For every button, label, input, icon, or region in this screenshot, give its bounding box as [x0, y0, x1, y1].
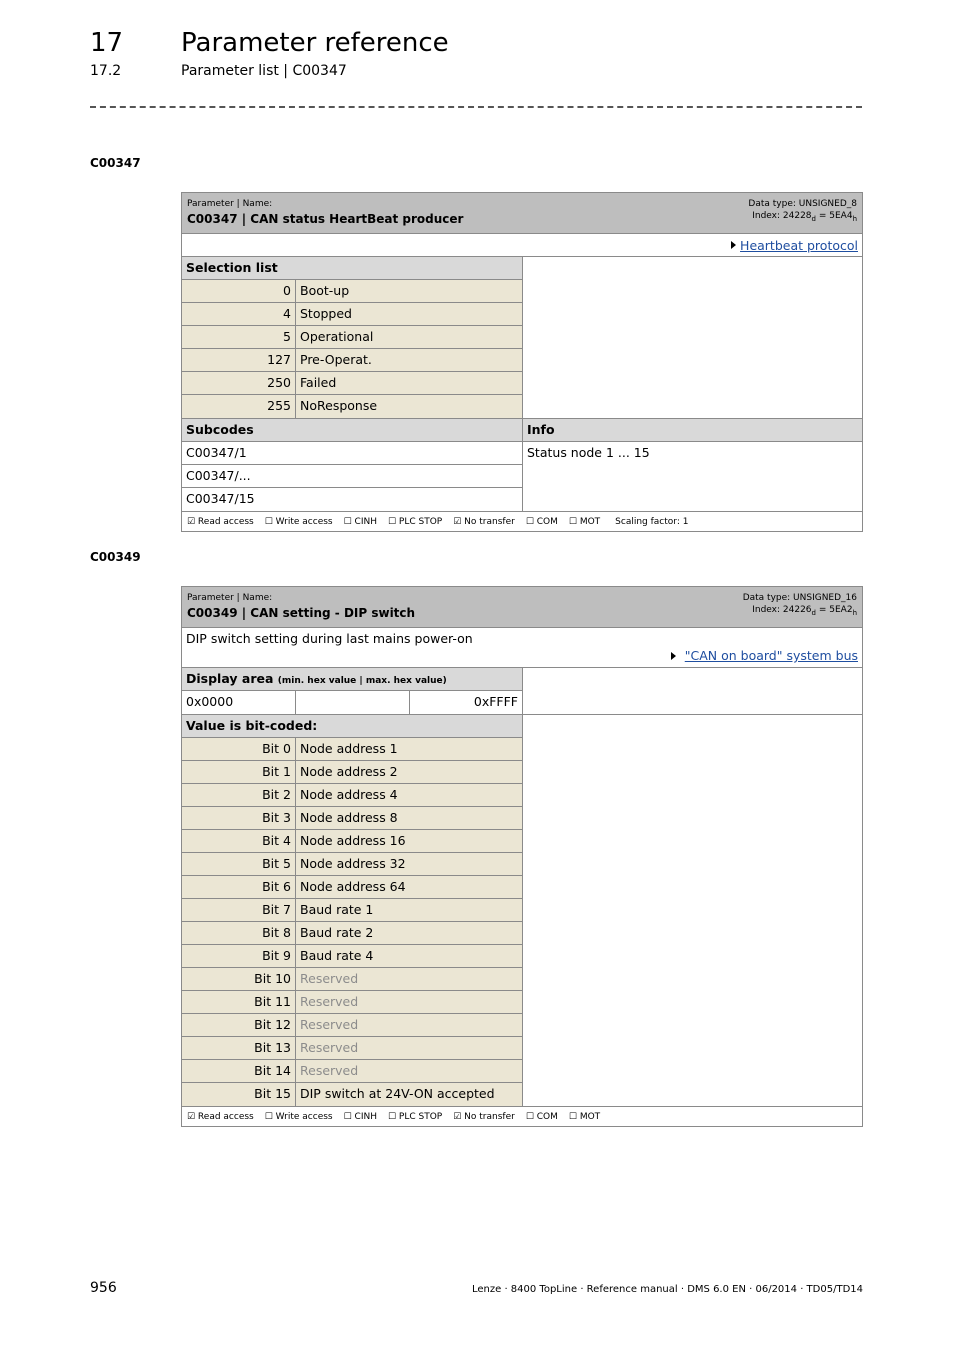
c00347-heading: C00347 [90, 156, 141, 170]
subcodes-block [182, 442, 862, 512]
c00347-link-row [182, 234, 862, 257]
c00349-data-type: Data type: UNSIGNED_16 [742, 593, 857, 603]
selection-row [182, 395, 522, 418]
selection-blank [523, 257, 862, 418]
bit-label: Bit 4 [182, 830, 296, 852]
bit-row [182, 761, 522, 784]
bit-label: Bit 13 [182, 1037, 296, 1059]
bit-label: Bit 5 [182, 853, 296, 875]
subcodes-header-row [182, 419, 862, 442]
bit-meaning: Baud rate 2 [296, 922, 522, 944]
subcode-row [182, 442, 522, 465]
selection-row [182, 303, 522, 326]
bit-label: Bit 8 [182, 922, 296, 944]
bit-meaning: Reserved [296, 968, 522, 990]
subcode-text: C00347/1 [186, 445, 247, 460]
c00349-access-footer [182, 1107, 862, 1126]
bit-label: Bit 2 [182, 784, 296, 806]
c00349-index: Index: $24226_d = 5EA2_h$ [752, 605, 857, 617]
c00347-index: Index: $24228_d = 5EA4_h$ [752, 211, 857, 223]
c00349-description-row [182, 628, 862, 668]
selection-text: Operational [296, 326, 522, 348]
selection-text: Boot-up [296, 280, 522, 302]
bit-row [182, 968, 522, 991]
arrow-right-icon [671, 652, 676, 660]
bit-row [182, 784, 522, 807]
bit-meaning: Reserved [296, 1014, 522, 1036]
bit-meaning: Baud rate 1 [296, 899, 522, 921]
c00349-parameter-table [181, 586, 863, 1127]
bit-row [182, 899, 522, 922]
bit-label: Bit 15 [182, 1083, 296, 1106]
bit-row [182, 1060, 522, 1083]
bit-meaning: Node address 8 [296, 807, 522, 829]
selection-value: 255 [182, 395, 296, 418]
bit-meaning: Node address 64 [296, 876, 522, 898]
bit-meaning: DIP switch at 24V-ON accepted [296, 1083, 522, 1106]
access-flag: ☑ Read access [187, 1111, 254, 1122]
access-flag: ☐ MOT [568, 1111, 601, 1122]
selection-text: NoResponse [296, 395, 522, 418]
info-text: Status node 1 ... 15 [527, 445, 650, 460]
c00349-heading: C00349 [90, 550, 141, 564]
header-divider [90, 106, 862, 110]
c00347-data-type: Data type: UNSIGNED_8 [748, 199, 857, 209]
bitcoded-header: Value is bit-coded: [182, 715, 522, 738]
subcode-row [182, 488, 522, 511]
bit-label: Bit 3 [182, 807, 296, 829]
selection-row [182, 326, 522, 349]
section-title: Parameter list | C00347 [181, 63, 347, 79]
bit-meaning: Node address 4 [296, 784, 522, 806]
bit-row [182, 922, 522, 945]
selection-text: Pre-Operat. [296, 349, 522, 371]
c00347-title: C00347 | CAN status HeartBeat producer [187, 212, 464, 226]
subcode-text: C00347/15 [186, 491, 255, 506]
display-area-block [182, 668, 862, 715]
bit-row [182, 1014, 522, 1037]
heartbeat-protocol-link[interactable]: Heartbeat protocol [740, 237, 858, 253]
bit-meaning: Reserved [296, 1037, 522, 1059]
access-flag: ☐ CINH [343, 516, 377, 527]
display-area-header: Display area (min. hex value | max. hex value) [182, 668, 522, 691]
access-flag: ☐ COM [525, 1111, 558, 1122]
bit-row [182, 876, 522, 899]
access-flag: ☐ CINH [343, 1111, 377, 1122]
subcode-row [182, 465, 522, 488]
bit-meaning: Node address 1 [296, 738, 522, 760]
c00347-access-footer [182, 512, 862, 531]
bit-meaning: Reserved [296, 1060, 522, 1082]
bit-label: Bit 1 [182, 761, 296, 783]
bitcoded-block [182, 715, 862, 1107]
selection-value: 4 [182, 303, 296, 325]
access-flag: ☐ Write access [264, 516, 333, 527]
param-name-label: Parameter | Name: [187, 593, 273, 603]
param-name-label: Parameter | Name: [187, 199, 273, 209]
bit-row [182, 945, 522, 968]
c00349-title: C00349 | CAN setting - DIP switch [187, 606, 416, 620]
bit-label: Bit 7 [182, 899, 296, 921]
max-hex-value: 0xFFFF [473, 694, 518, 709]
min-hex-value: 0x0000 [182, 691, 296, 714]
chapter-number: 17 [90, 28, 124, 58]
section-number: 17.2 [90, 63, 122, 79]
info-label: Info [523, 419, 862, 441]
bit-label: Bit 12 [182, 1014, 296, 1036]
bit-row [182, 830, 522, 853]
bit-label: Bit 14 [182, 1060, 296, 1082]
c00347-selection-block [182, 257, 862, 419]
bit-row [182, 853, 522, 876]
access-flag: ☐ PLC STOP [388, 1111, 443, 1122]
access-flag: ☐ MOT [568, 516, 601, 527]
selection-row [182, 372, 522, 395]
access-flag: ☐ Write access [264, 1111, 333, 1122]
access-flag: Scaling factor: 1 [615, 516, 689, 527]
subcode-text: C00347/... [186, 468, 251, 483]
bit-meaning: Node address 2 [296, 761, 522, 783]
selection-value: 5 [182, 326, 296, 348]
c00349-header [182, 587, 862, 628]
access-flag: ☑ Read access [187, 516, 254, 527]
page-number: 956 [90, 1280, 117, 1296]
bit-row [182, 1083, 522, 1106]
bit-row [182, 807, 522, 830]
c00347-parameter-table [181, 192, 863, 532]
c00347-header [182, 193, 862, 234]
bit-label: Bit 10 [182, 968, 296, 990]
selection-row [182, 280, 522, 303]
arrow-right-icon [731, 241, 736, 249]
bit-row [182, 738, 522, 761]
c00349-description: DIP switch setting during last mains power-on [186, 631, 473, 646]
bit-label: Bit 6 [182, 876, 296, 898]
selection-text: Stopped [296, 303, 522, 325]
bit-row [182, 991, 522, 1014]
selection-value: 250 [182, 372, 296, 394]
bit-label: Bit 0 [182, 738, 296, 760]
document-info: Lenze · 8400 TopLine · Reference manual · DMS 6.0 EN · 06/2014 · TD05/TD14 [471, 1284, 863, 1295]
access-flag: ☑ No transfer [453, 1111, 515, 1122]
chapter-title: Parameter reference [181, 28, 449, 58]
selection-value: 0 [182, 280, 296, 302]
subcodes-label: Subcodes [182, 419, 523, 441]
access-flag: ☐ COM [525, 516, 558, 527]
selection-list [182, 257, 523, 418]
selection-text: Failed [296, 372, 522, 394]
access-flag: ☐ PLC STOP [388, 516, 443, 527]
selection-row [182, 349, 522, 372]
bit-label: Bit 11 [182, 991, 296, 1013]
access-flag: ☑ No transfer [453, 516, 515, 527]
selection-value: 127 [182, 349, 296, 371]
bit-row [182, 1037, 522, 1060]
bit-meaning: Node address 32 [296, 853, 522, 875]
bit-meaning: Baud rate 4 [296, 945, 522, 967]
can-on-board-link[interactable]: "CAN on board" system bus [684, 648, 858, 663]
display-area-values [182, 691, 522, 714]
bit-meaning: Reserved [296, 991, 522, 1013]
selection-list-header: Selection list [182, 257, 522, 280]
bit-meaning: Node address 16 [296, 830, 522, 852]
bit-label: Bit 9 [182, 945, 296, 967]
